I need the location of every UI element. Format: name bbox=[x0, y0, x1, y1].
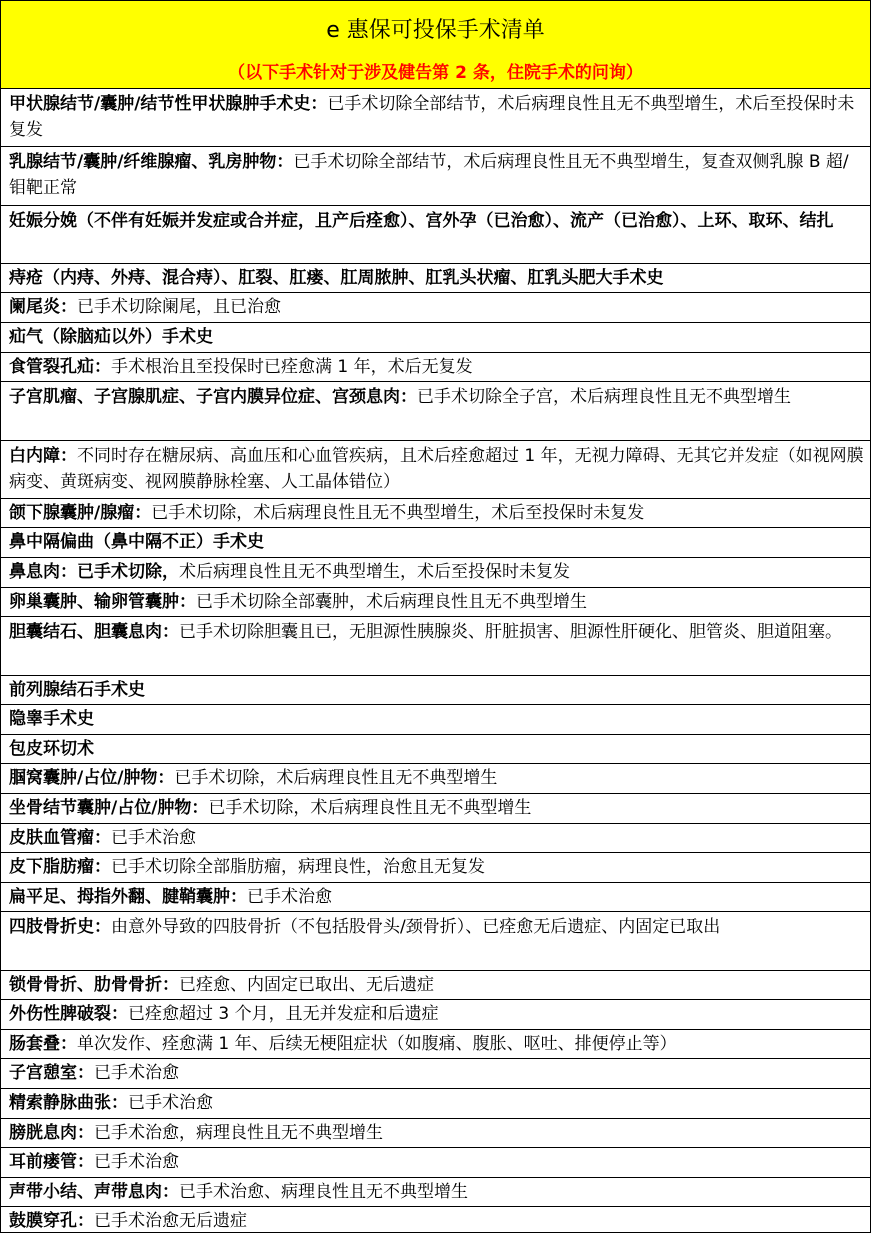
surgery-condition: 由意外导致的四肢骨折（不包括股骨头/颈骨折）、已痊愈无后遗症、内固定已取出 bbox=[111, 917, 721, 938]
surgery-condition: 已手术治愈 bbox=[111, 827, 196, 848]
table-row bbox=[1, 558, 870, 588]
surgery-term: 子宫肌瘤、子宫腺肌症、子宫内膜异位症、宫颈息肉： bbox=[9, 387, 417, 408]
surgery-term: 甲状腺结节/囊肿/结节性甲状腺肿手术史： bbox=[9, 94, 328, 114]
table-row bbox=[1, 264, 870, 294]
surgery-term: 疝气（除脑疝以外）手术史 bbox=[9, 327, 213, 348]
surgery-condition: 已手术治愈 bbox=[247, 886, 332, 907]
table-row bbox=[1, 1207, 870, 1237]
surgery-condition: 术后病理良性且无不典型增生，术后至投保时未复发 bbox=[179, 562, 570, 583]
table-row bbox=[1, 1030, 870, 1060]
surgery-condition: 已痊愈超过 3 个月，且无并发症和后遗症 bbox=[128, 1004, 439, 1025]
surgery-condition: 已手术切除，术后病理良性且无不典型增生，术后至投保时未复发 bbox=[151, 502, 645, 523]
surgery-term: 皮肤血管瘤： bbox=[9, 827, 111, 848]
surgery-condition: 已手术治愈 bbox=[94, 1152, 179, 1173]
surgery-term: 食管裂孔疝： bbox=[9, 356, 111, 377]
table-row bbox=[1, 1089, 870, 1119]
surgery-condition: 手术根治且至投保时已痊愈满 1 年，术后无复发 bbox=[111, 356, 473, 377]
table-row bbox=[1, 912, 870, 970]
surgery-term: 锁骨骨折、肋骨骨折： bbox=[9, 974, 179, 995]
table-row bbox=[1, 764, 870, 794]
surgery-condition: 已手术切除全部脂肪瘤，病理良性，治愈且无复发 bbox=[111, 857, 485, 878]
table-row bbox=[1, 1148, 870, 1178]
table-row bbox=[1, 89, 870, 147]
table-row bbox=[1, 382, 870, 440]
table-row bbox=[1, 206, 870, 264]
surgery-term: 声带小结、声带息肉： bbox=[9, 1181, 179, 1202]
page-title: e 惠保可投保手术清单 bbox=[326, 18, 545, 43]
surgery-term: 包皮环切术 bbox=[9, 738, 94, 759]
surgery-term: 耳前瘘管： bbox=[9, 1152, 94, 1173]
surgery-term: 隐睾手术史 bbox=[9, 709, 94, 730]
surgery-condition: 已手术切除全部结节，术后病理良性且无不典型增生，术后至投保时未复发 bbox=[9, 94, 855, 140]
surgery-condition: 已手术治愈 bbox=[128, 1092, 213, 1113]
surgery-condition: 已手术切除阑尾，且已治愈 bbox=[77, 297, 281, 318]
surgery-term: 乳腺结节/囊肿/纤维腺瘤、乳房肿物： bbox=[9, 152, 294, 173]
table-row bbox=[1, 528, 870, 558]
table-row bbox=[1, 735, 870, 765]
surgery-term: 鼓膜穿孔： bbox=[9, 1211, 94, 1232]
table-header bbox=[1, 1, 870, 89]
table-row bbox=[1, 499, 870, 529]
surgery-term: 颌下腺囊肿/腺瘤： bbox=[9, 502, 152, 523]
surgery-term: 白内障： bbox=[9, 445, 77, 466]
table-row bbox=[1, 705, 870, 735]
surgery-term: 膀胱息肉： bbox=[9, 1122, 94, 1143]
surgery-condition: 已手术切除全部囊肿，术后病理良性且无不典型增生 bbox=[196, 591, 587, 612]
table-row bbox=[1, 1059, 870, 1089]
surgery-term: 痔疮（内痔、外痔、混合痔）、肛裂、肛瘘、肛周脓肿、肛乳头状瘤、肛乳头肥大手术史 bbox=[9, 267, 664, 288]
surgery-condition: 已手术切除胆囊且已，无胆源性胰腺炎、肝脏损害、胆源性肝硬化、胆管炎、胆道阻塞。 bbox=[179, 622, 842, 643]
surgery-condition: 已手术切除，术后病理良性且无不典型增生 bbox=[208, 797, 532, 818]
table-row bbox=[1, 824, 870, 854]
table-row bbox=[1, 853, 870, 883]
surgery-rows bbox=[1, 89, 870, 1237]
surgery-term: 精索静脉曲张： bbox=[9, 1092, 128, 1113]
table-row bbox=[1, 971, 870, 1001]
surgery-term: 鼻中隔偏曲（鼻中隔不正）手术史 bbox=[9, 532, 264, 553]
surgery-term: 外伤性脾破裂： bbox=[9, 1004, 128, 1025]
surgery-term: 四肢骨折史： bbox=[9, 917, 111, 938]
surgery-term: 皮下脂肪瘤： bbox=[9, 857, 111, 878]
surgery-term: 胆囊结石、胆囊息肉： bbox=[9, 622, 179, 643]
surgery-term: 子宫憩室： bbox=[9, 1063, 94, 1084]
page-subtitle: （以下手术针对于涉及健告第 2 条，住院手术的问询） bbox=[228, 63, 643, 83]
table-row bbox=[1, 147, 870, 205]
surgery-condition: 已手术切除，术后病理良性且无不典型增生 bbox=[174, 768, 498, 789]
table-row bbox=[1, 588, 870, 618]
table-row bbox=[1, 617, 870, 675]
surgery-term: 肠套叠： bbox=[9, 1033, 77, 1054]
surgery-condition: 已手术治愈 bbox=[94, 1063, 179, 1084]
table-row bbox=[1, 1000, 870, 1030]
table-row bbox=[1, 1178, 870, 1208]
table-row bbox=[1, 353, 870, 383]
surgery-condition: 已痊愈、内固定已取出、无后遗症 bbox=[179, 974, 434, 995]
table-row bbox=[1, 883, 870, 913]
surgery-condition: 不同时存在糖尿病、高血压和心血管疾病，且术后痊愈超过 1 年，无视力障碍、无其它并发症（如视网膜病变、黄斑病变、视网膜静脉栓塞、人工晶体错位） bbox=[9, 445, 864, 492]
table-row bbox=[1, 293, 870, 323]
surgery-term: 妊娠分娩（不伴有妊娠并发症或合并症，且产后痊愈）、宫外孕（已治愈）、流产（已治愈）、上环、取环、结扎 bbox=[9, 210, 834, 231]
surgery-condition: 已手术治愈、病理良性且无不典型增生 bbox=[179, 1181, 468, 1202]
surgery-condition: 已手术切除全部结节，术后病理良性且无不典型增生，复查双侧乳腺 B 超/钼靶正常 bbox=[9, 152, 849, 199]
table-row bbox=[1, 676, 870, 706]
surgery-condition: 已手术切除全子宫，术后病理良性且无不典型增生 bbox=[417, 387, 791, 408]
surgery-term: 鼻息肉：已手术切除， bbox=[9, 562, 179, 583]
surgery-condition: 已手术治愈无后遗症 bbox=[94, 1211, 247, 1232]
table-row bbox=[1, 1119, 870, 1149]
surgery-term: 扁平足、拇指外翻、腱鞘囊肿： bbox=[9, 886, 247, 907]
surgery-term: 坐骨结节囊肿/占位/肿物： bbox=[9, 797, 209, 818]
surgery-term: 腘窝囊肿/占位/肿物： bbox=[9, 768, 175, 789]
surgery-condition: 单次发作、痊愈满 1 年、后续无梗阻症状（如腹痛、腹胀、呕吐、排便停止等） bbox=[77, 1033, 677, 1054]
surgery-condition: 已手术治愈，病理良性且无不典型增生 bbox=[94, 1122, 383, 1143]
surgery-term: 前列腺结石手术史 bbox=[9, 679, 145, 700]
surgery-term: 卵巢囊肿、输卵管囊肿： bbox=[9, 591, 196, 612]
surgery-term: 阑尾炎： bbox=[9, 297, 77, 318]
table-row bbox=[1, 794, 870, 824]
table-row bbox=[1, 441, 870, 499]
table-row bbox=[1, 323, 870, 353]
